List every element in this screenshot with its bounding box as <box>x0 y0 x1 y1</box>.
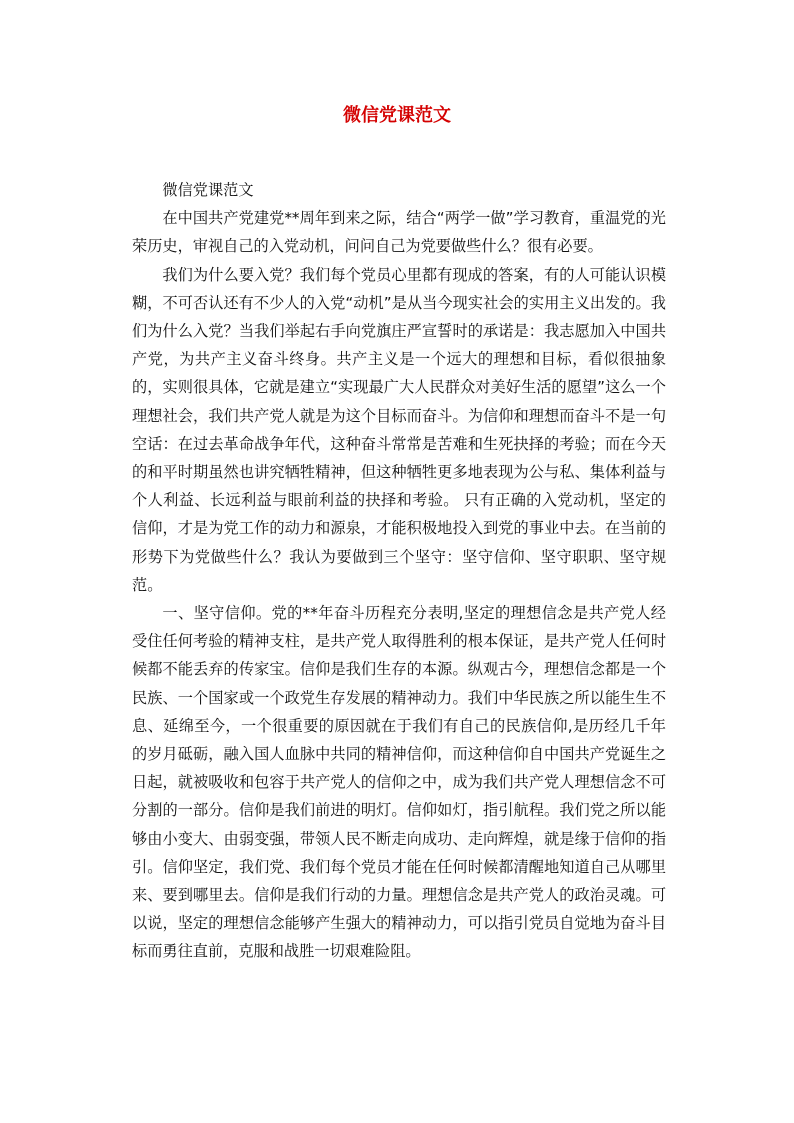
document-title: 微信党课范文 <box>343 105 451 126</box>
document-body <box>132 176 666 966</box>
paragraph-intro: 在中国共产党建党**周年到来之际，结合“两学一做”学习教育，重温党的光荣历史，审视自己的入党动机，问问自己为党要做些什么？很有必要。 <box>132 209 666 256</box>
paragraph-why-join-party: 我们为什么要入党？我们每个党员心里都有现成的答案，有的人可能认识模糊，不可否认还有不少人的入党“动机”是从当今现实社会的实用主义出发的。我们为什么入党？当我们举起右手向党旗庄严宣誓时的承诺是：我志愿加入中国共产党，为共产主义奋斗终身。共产主义是一个远大的理想和目标，看似很抽象的，实则很具体，它就是建立“实现最广大人民群众对美好生活的愿望”这么一个理想社会，我们共产党人就是为这个目标而奋斗。为信仰和理想而奋斗不是一句空话：在过去革命战争年代，这种奋斗常常是苦难和生死抉择的考验；而在今天的和平时期虽然也讲究牺牲精神，但这种牺牲更多地表现为公与私、集体利益与个人利益、长远利益与眼前利益的抉择和考验。 只有正确的入党动机，坚定的信仰，才是为党工作的动力和源泉，才能积极地投入到党的事业中去。在当前的形势下为党做些什么？我认为要做到三个坚守：坚守信仰、坚守职职、坚守规范。 <box>132 265 666 594</box>
paragraph-keep-faith: 一、坚守信仰。党的**年奋斗历程充分表明,坚定的理想信念是共产党人经受住任何考验的精神支柱，是共产党人取得胜利的根本保证，是共产党人任何时候都不能丢弃的传家宝。信仰是我们生存的本源。纵观古今，理想信念都是一个民族、一个国家或一个政党生存发展的精神动力。我们中华民族之所以能生生不息、延绵至今，一个很重要的原因就在于我们有自己的民族信仰,是历经几千年的岁月砥砺，融入国人血脉中共同的精神信仰，而这种信仰自中国共产党诞生之日起，就被吸收和包容于共产党人的信仰之中，成为我们共产党人理想信念不可分割的一部分。信仰是我们前进的明灯。信仰如灯，指引航程。我们党之所以能够由小变大、由弱变强，带领人民不断走向成功、走向辉煌，就是缘于信仰的指引。信仰坚定，我们党、我们每个党员才能在任何时候都清醒地知道自己从哪里来、要到哪里去。信仰是我们行动的力量。理想信念是共产党人的政治灵魂。可以说，坚定的理想信念能够产生强大的精神动力，可以指引党员自觉地为奋斗目标而勇往直前，克服和战胜一切艰难险阻。 <box>132 604 666 961</box>
document-subtitle: 微信党课范文 <box>162 181 254 199</box>
